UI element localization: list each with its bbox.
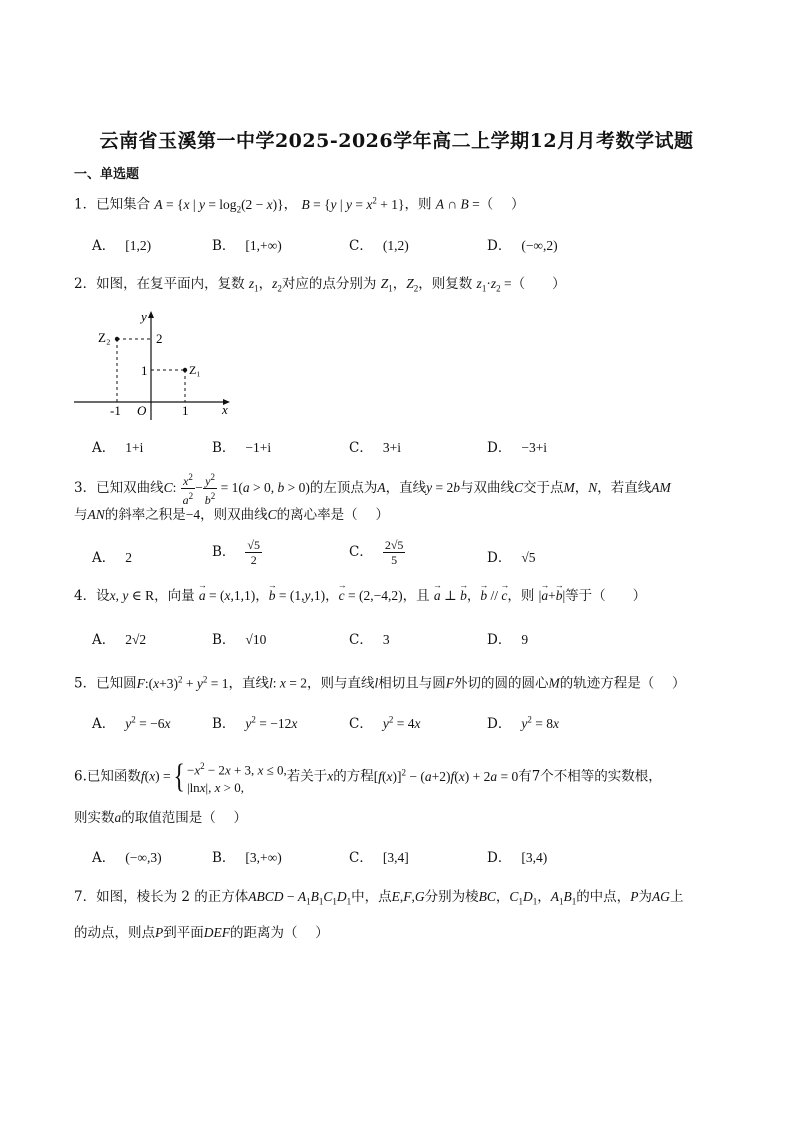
label-z1: Z₁	[189, 363, 201, 377]
question-2: 2．如图，在复平面内，复数 $z_1$，$z_2$对应的点分别为 $Z_1$，$Z_2$，则复数 $z_1\cdot z_2$ =（ ）	[74, 276, 566, 294]
option-b: B． −1+i	[212, 440, 272, 456]
option-d: D． $y^2 = 8x$	[487, 714, 559, 732]
option-d: D． −3+i	[487, 440, 548, 456]
option-c: C． $\frac{2√5}{5}$	[349, 538, 404, 567]
option-a: A． $y^2 = -6x$	[92, 714, 171, 732]
question-7: 7．如图，棱长为 2 的正方体ABCD − $A_1B_1C_1D_1$中，点E,F,G分别为棱BC，$C_1D_1$，$A_1B_1$的中点，P为AG上	[74, 889, 684, 907]
label-y: y	[141, 309, 147, 324]
tick-1: 1	[141, 363, 148, 378]
label-x: x	[222, 402, 228, 417]
option-a: A． 2√2	[92, 632, 147, 648]
option-b: B． [1,+∞)	[212, 238, 282, 254]
question-5: 5．已知圆$F:(x+3)^2 + y^2 = 1$，直线l: x = 2，则与直线l相切且与圆F外切的圆的圆心M的轨迹方程是（ ）	[74, 674, 686, 692]
option-d: D． (−∞,2)	[487, 238, 558, 254]
option-d: D． √5	[487, 550, 536, 566]
option-c: C． 3	[349, 632, 390, 648]
option-b: B． $y^2 = -12x$	[212, 714, 298, 732]
point-z1	[183, 368, 187, 372]
option-c: C． $y^2 = 4x$	[349, 714, 421, 732]
question-4: 4．设x, y ∈ R，向量 → a = (x,1,1)，→ b = (1,y,1)，→ c = (2,−4,2)，且 → a ⊥ → b，→ b // → c，则 |→ a+→ b|等于（ ）	[74, 586, 646, 606]
option-b: B． $\frac{√5}{2}$	[212, 538, 261, 567]
tick-2: 2	[156, 331, 163, 346]
option-c: C． (1,2)	[349, 238, 409, 254]
label-origin: O	[137, 403, 147, 418]
option-a: A． 1+i	[92, 440, 144, 456]
option-d: D． 9	[487, 632, 529, 648]
page-title: 云南省玉溪第一中学2025-2026学年高二上学期12月月考数学试题	[99, 130, 694, 152]
complex-plane-figure	[70, 306, 240, 424]
section-heading: 一、单选题	[74, 167, 140, 182]
option-a: A． 2	[92, 550, 132, 566]
option-a: A． (−∞,3)	[92, 850, 162, 866]
option-a: A． [1,2)	[92, 238, 152, 254]
question-7-line-2: 的动点，则点P到平面DEF的距离为（ ）	[74, 925, 329, 941]
option-b: B． [3,+∞)	[212, 850, 282, 866]
option-b: B． √10	[212, 632, 267, 648]
label-z2: Z₂	[98, 330, 111, 345]
option-c: C． 3+i	[349, 440, 401, 456]
question-3-line-2: 与AN的斜率之积是−4，则双曲线C的离心率是（ ）	[74, 507, 389, 523]
question-1: 1．已知集合 A = {x | $y = \log_2(2 - x)$}， B = {y | $y = x^2 + 1$}，则 A ∩ B =（ ）	[74, 195, 525, 215]
tick-minus-1: -1	[110, 403, 121, 418]
tick-x-1: 1	[182, 403, 189, 418]
point-z2	[115, 337, 119, 341]
question-3: 3．已知双曲线C: $\frac{x^2}{a^2}$ − $\frac{y^2}{b^2}$ = 1(a > 0, b > 0)的左顶点为A，直线y = 2b与双曲线C交于点M，N，若直线AM	[74, 472, 671, 507]
option-d: D． [3,4)	[487, 850, 548, 866]
option-c: C． [3,4]	[349, 850, 409, 866]
question-6: 6.已知函数f(x) ={ $-x^2 - 2x + 3$, x ≤ 0, |lnx|, x > 0, 若关于x的方程$[f(x)]^2 - (a+2)f(x) + 2a = 0$有7个不相等的实数根，	[74, 758, 662, 796]
question-6-line-2: 则实数a的取值范围是（ ）	[74, 810, 248, 826]
